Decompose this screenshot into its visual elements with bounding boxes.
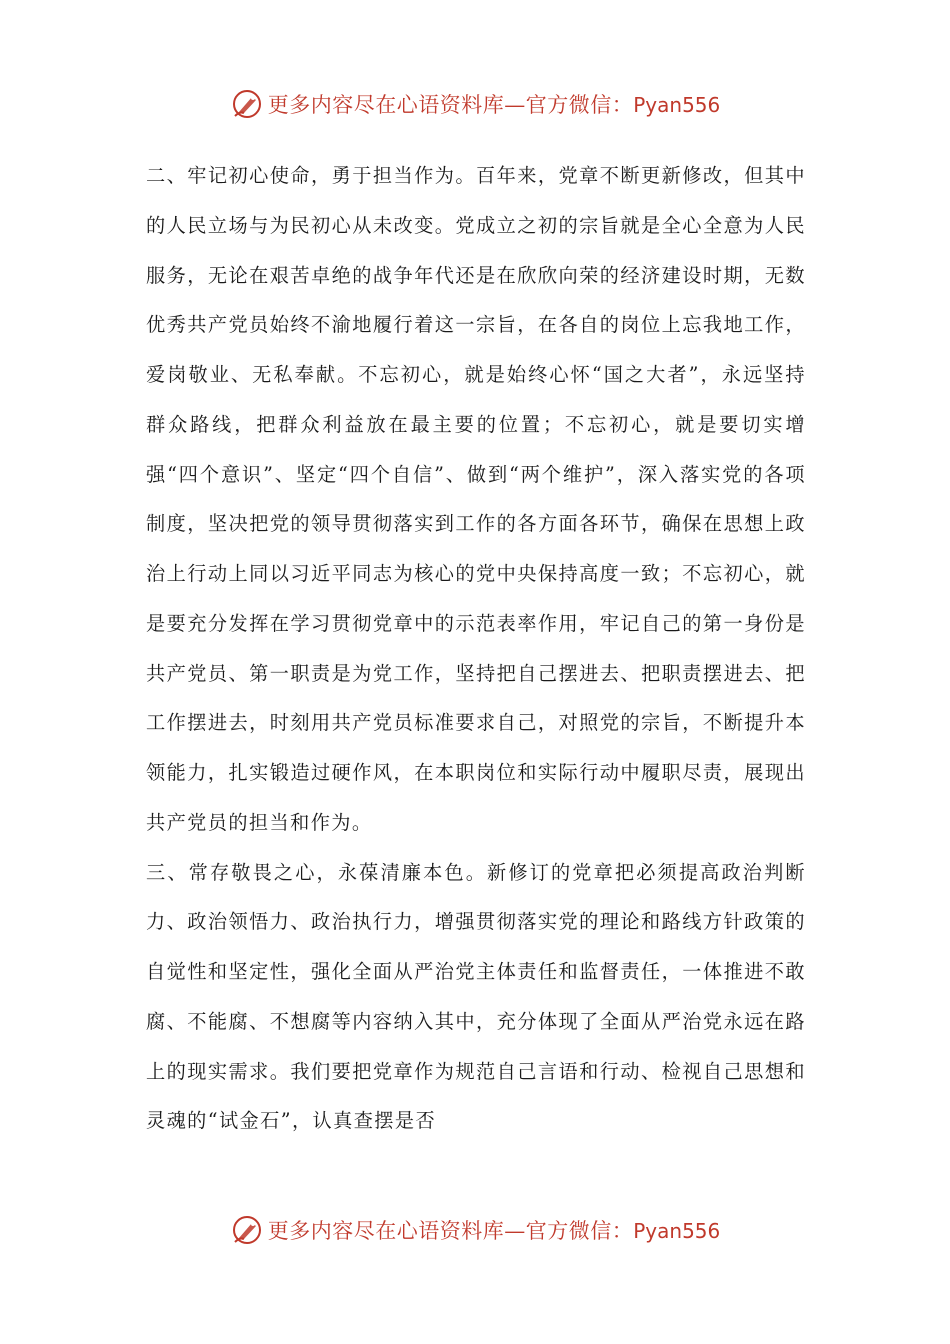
footer-watermark-text: 更多内容尽在心语资料库—官方微信：Pyan556 (267, 1219, 721, 1243)
paragraph-2: 二、牢记初心使命，勇于担当作为。百年来，党章不断更新修改，但其中的人民立场与为民初心从未改变。党成立之初的宗旨就是全心全意为人民服务，无论在艰苦卓绝的战争年代还是在欣欣向荣的经济建设时期，无数优秀共产党员始终不渝地履行着这一宗旨，在各自的岗位上忘我地工作，爱岗敬业、无私奉献。不忘初心，就是始终心怀“国之大者”，永远坚持群众路线，把群众利益放在最主要的位置；不忘初心，就是要切实增强“四个意识”、坚定“四个自信”、做到“两个维护”，深入落实党的各项制度，坚决把党的领导贯彻落实到工作的各方面各环节，确保在思想上政治上行动上同以习近平同志为核心的党中央保持高度一致；不忘初心，就是要充分发挥在学习贯彻党章中的示范表率作用，牢记自己的第一身份是共产党员、第一职责是为党工作，坚持把自己摆进去、把职责摆进去、把工作摆进去，时刻用共产党员标准要求自己，对照党的宗旨，不断提升本领能力，扎实锻造过硬作风，在本职岗位和实际行动中履职尽责，展现出共产党员的担当和作为。 (146, 164, 806, 834)
header-watermark-text: 更多内容尽在心语资料库—官方微信：Pyan556 (267, 93, 721, 117)
header-watermark-id: Pyan556 (633, 93, 721, 117)
footer-watermark (0, 1210, 950, 1250)
pen-nib-logo-icon (230, 1213, 264, 1247)
pen-nib-logo-icon (230, 87, 264, 121)
paragraph-3: 三、常存敬畏之心，永葆清廉本色。新修订的党章把必须提高政治判断力、政治领悟力、政治执行力，增强贯彻落实党的理论和路线方针政策的自觉性和坚定性，强化全面从严治党主体责任和监督责任，一体推进不敢腐、不能腐、不想腐等内容纳入其中，充分体现了全面从严治党永远在路上的现实需求。我们要把党章作为规范自己言语和行动、检视自己思想和灵魂的“试金石”，认真查摆是否 (146, 860, 806, 1133)
document-body (146, 151, 806, 1146)
header-watermark (0, 84, 950, 124)
footer-watermark-id: Pyan556 (633, 1219, 721, 1243)
